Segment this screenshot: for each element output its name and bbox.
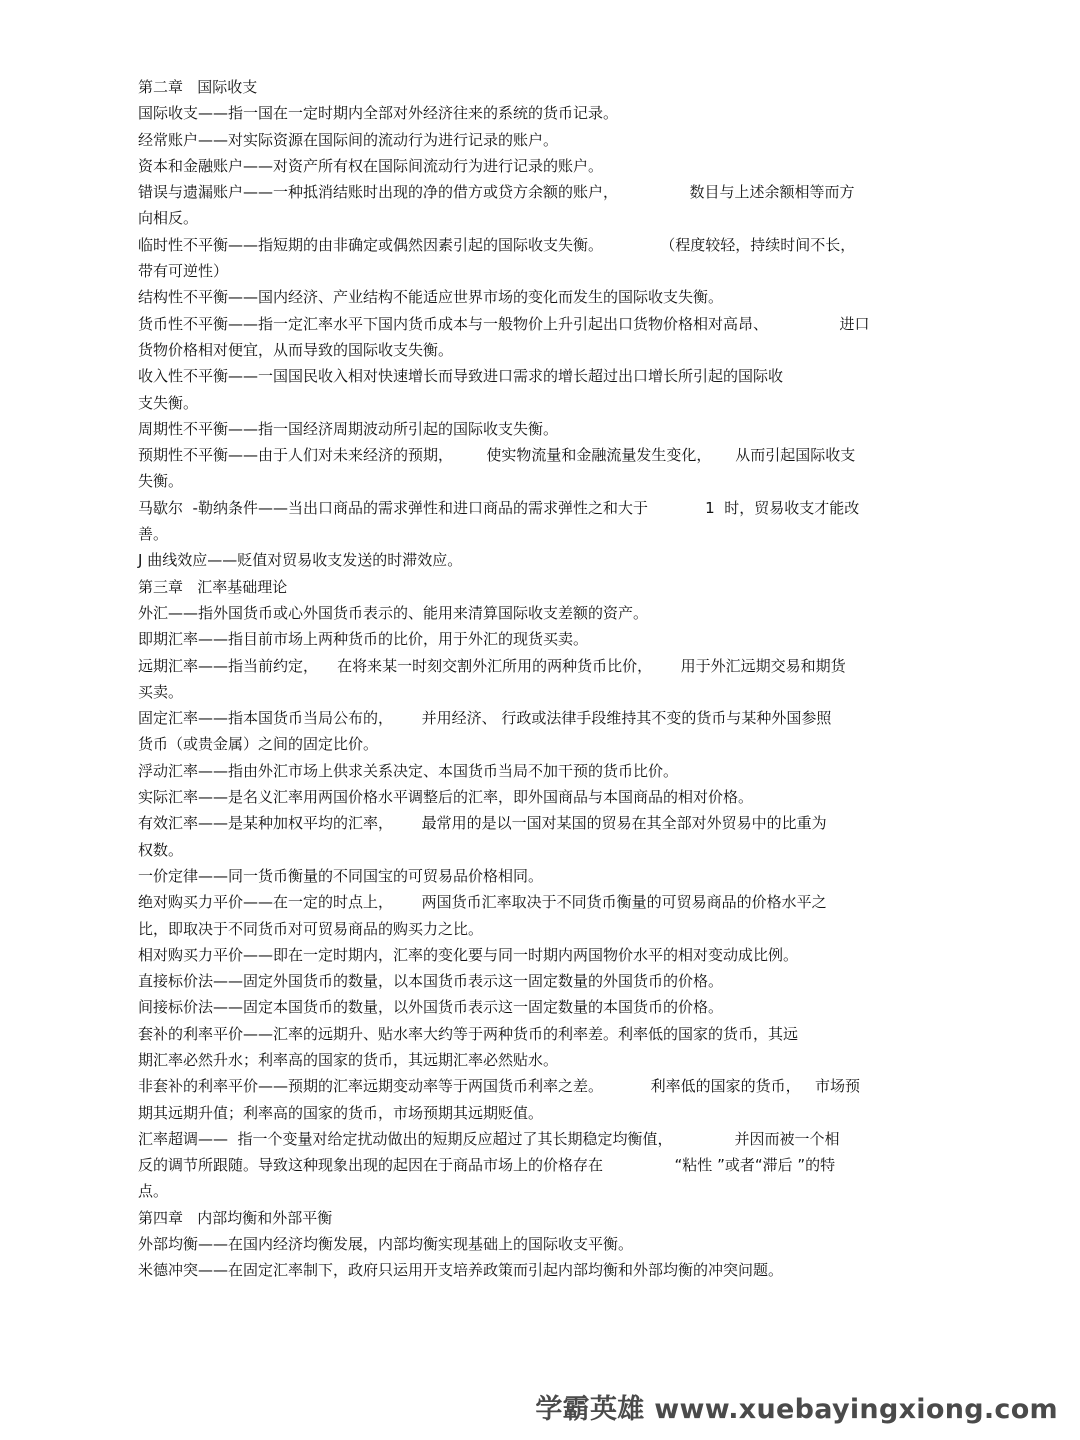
definition-line: 预期性不平衡——由于人们对未来经济的预期， 使实物流量和金融流量发生变化， 从而引起国际收支 <box>138 446 856 465</box>
site-watermark: 学霸英雄 www.xuebayingxiong.com <box>535 1394 1058 1425</box>
definition-line: 向相反。 <box>138 209 199 228</box>
definition-line: 固定汇率——指本国货币当局公布的， 并用经济、 行政或法律手段维持其不变的货币与某种外国参照 <box>138 709 832 728</box>
definition-line: 货物价格相对便宜，从而导致的国际收支失衡。 <box>138 340 454 359</box>
definition-line: 权数。 <box>138 840 184 859</box>
definition-line: 买卖。 <box>138 682 184 701</box>
definition-line: 点。 <box>138 1182 169 1201</box>
definition-line: 周期性不平衡——指一国经济周期波动所引起的国际收支失衡。 <box>138 419 559 438</box>
chapter-2-heading: 第二章 国际收支 <box>138 78 258 96</box>
chapter-4-heading: 第四章 内部均衡和外部平衡 <box>138 1208 333 1227</box>
definition-line: 一价定律——同一货币衡量的不同国宝的可贸易品价格相同。 <box>138 866 544 885</box>
definition-line: 经常账户——对实际资源在国际间的流动行为进行记录的账户。 <box>138 130 559 149</box>
document-body <box>138 74 938 1284</box>
definition-line: 临时性不平衡——指短期的由非确定或偶然因素引起的国际收支失衡。 （程度较轻，持续时间不长， <box>138 235 856 254</box>
chapter-3-heading: 第三章 汇率基础理论 <box>138 577 288 596</box>
definition-line: 即期汇率——指目前市场上两种货币的比价，用于外汇的现货买卖。 <box>138 630 589 649</box>
definition-line: 国际收支——指一国在一定时期内全部对外经济往来的系统的货币记录。 <box>138 104 619 123</box>
definition-line: 远期汇率——指当前约定， 在将来某一时刻交割外汇所用的两种货币比价， 用于外汇远期交易和期货 <box>138 656 846 675</box>
definition-line: 期其远期升值；利率高的国家的货币，市场预期其远期贬值。 <box>138 1103 544 1122</box>
definition-line: 错误与遗漏账户——一种抵消结账时出现的净的借方或贷方余额的账户， 数目与上述余额相等而方 <box>138 183 855 202</box>
definition-line: 货币性不平衡——指一定汇率水平下国内货币成本与一般物价上升引起出口货物价格相对高昂、 进口 <box>138 314 870 333</box>
definition-line: 善。 <box>138 525 169 544</box>
definition-line: 结构性不平衡——国内经济、产业结构不能适应世界市场的变化而发生的国际收支失衡。 <box>138 288 724 307</box>
definition-line: 间接标价法——固定本国货币的数量，以外国货币表示这一固定数量的本国货币的价格。 <box>138 998 724 1017</box>
definition-line: 外汇——指外国货币或心外国货币表示的、能用来清算国际收支差额的资产。 <box>138 603 649 622</box>
definition-line: 反的调节所跟随。导致这种现象出现的起因在于商品市场上的价格存在 “粘性 ”或者“滞后 ”的特 <box>138 1156 836 1175</box>
definition-line: 带有可逆性） <box>138 262 229 281</box>
definition-line: 实际汇率——是名义汇率用两国价格水平调整后的汇率，即外国商品与本国商品的相对价格。 <box>138 788 754 807</box>
definition-line: 支失衡。 <box>138 393 199 412</box>
definition-line: 马歇尔 -勒纳条件——当出口商品的需求弹性和进口商品的需求弹性之和大于 1 时，贸易收支才能改 <box>138 498 860 517</box>
definition-line: 收入性不平衡——一国国民收入相对快速增长而导致进口需求的增长超过出口增长所引起的国际收 <box>138 367 784 386</box>
definition-line: 比，即取决于不同货币对可贸易商品的购买力之比。 <box>138 919 484 938</box>
definition-line: 相对购买力平价——即在一定时期内，汇率的变化要与同一时期内两国物价水平的相对变动成比例。 <box>138 945 799 964</box>
definition-line: 直接标价法——固定外国货币的数量，以本国货币表示这一固定数量的外国货币的价格。 <box>138 972 724 991</box>
definition-line: 米德冲突——在固定汇率制下，政府只运用开支培养政策而引起内部均衡和外部均衡的冲突问题。 <box>138 1261 784 1280</box>
definition-line: J 曲线效应——贬值对贸易收支发送的时滞效应。 <box>138 551 463 570</box>
definition-line: 失衡。 <box>138 472 184 491</box>
definition-line: 套补的利率平价——汇率的远期升、贴水率大约等于两种货币的利率差。利率低的国家的货币，其远 <box>138 1024 799 1043</box>
definition-line: 外部均衡——在国内经济均衡发展，内部均衡实现基础上的国际收支平衡。 <box>138 1235 634 1254</box>
definition-line: 非套补的利率平价——预期的汇率远期变动率等于两国货币利率之差。 利率低的国家的货币， 市场预 <box>138 1077 860 1096</box>
definition-line: 资本和金融账户——对资产所有权在国际间流动行为进行记录的账户。 <box>138 156 604 175</box>
definition-line: 货币（或贵金属）之间的固定比价。 <box>138 735 379 754</box>
definition-line: 期汇率必然升水；利率高的国家的货币，其远期汇率必然贴水。 <box>138 1050 559 1069</box>
definition-line: 汇率超调—— 指一个变量对给定扰动做出的短期反应超过了其长期稳定均衡值， 并因而被一个相 <box>138 1129 840 1148</box>
definition-line: 有效汇率——是某种加权平均的汇率， 最常用的是以一国对某国的贸易在其全部对外贸易中的比重为 <box>138 814 827 833</box>
definition-line: 浮动汇率——指由外汇市场上供求关系决定、本国货币当局不加干预的货币比价。 <box>138 761 679 780</box>
definition-line: 绝对购买力平价——在一定的时点上， 两国货币汇率取决于不同货币衡量的可贸易商品的价格水平之 <box>138 893 827 912</box>
